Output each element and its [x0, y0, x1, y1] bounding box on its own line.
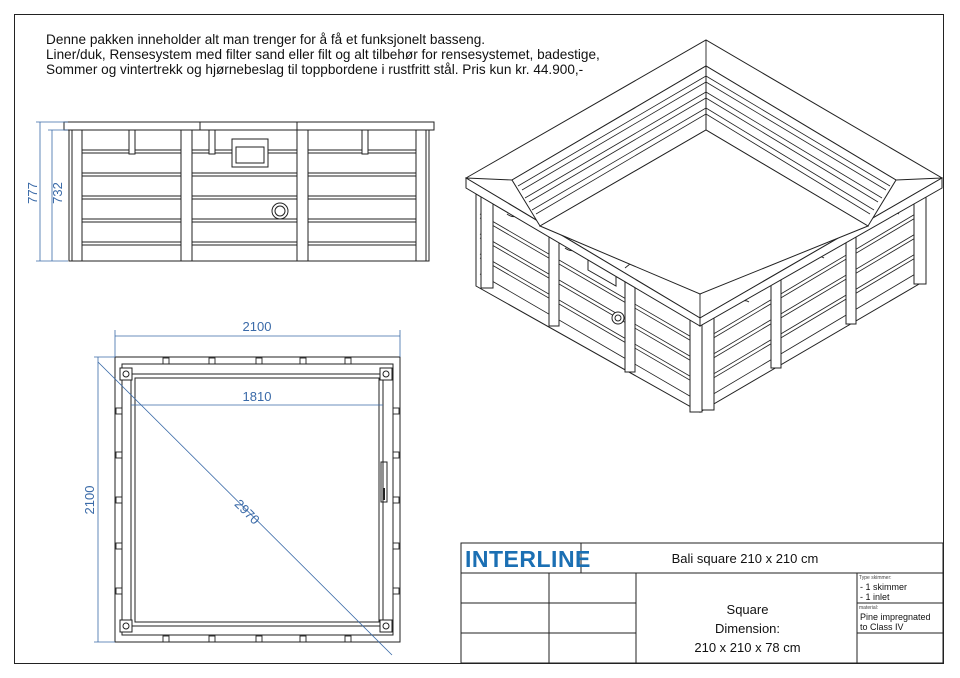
shape-label: Square [726, 602, 769, 617]
intro-line-1: Denne pakken inneholder alt man trenger for å få et funksjonelt basseng. [46, 32, 486, 47]
dim-diagonal: 2970 [231, 496, 263, 528]
isometric-view [466, 40, 942, 412]
interline-logo: INTERLINE [465, 546, 591, 572]
dimension-value: 210 x 210 x 78 cm [694, 640, 801, 655]
skimmer-line-1: - 1 skimmer [860, 582, 907, 592]
skimmer-line-2: - 1 inlet [860, 592, 890, 602]
material-caption: material: [859, 605, 879, 611]
intro-line-2: Liner/duk, Rensesystem med filter sand eller filt og alt tilbehør for rensesystemet, badestige, [46, 47, 600, 62]
dim-outer-depth: 2100 [82, 485, 97, 515]
product-title: Bali square 210 x 210 cm [671, 551, 819, 566]
intro-line-3: Sommer og vintertrekk og hjørnebeslag til toppbordene i rustfritt stål. Pris kun kr. 44.900,- [46, 62, 584, 77]
front-elevation [64, 122, 434, 261]
dim-height-total: 777 [25, 182, 40, 204]
dim-height-wall: 732 [50, 182, 65, 204]
dim-inner-width: 1810 [242, 389, 272, 404]
dimension-label: Dimension: [714, 621, 781, 636]
dim-outer-width: 2100 [242, 319, 272, 334]
material-line-2: to Class IV [860, 622, 904, 632]
skimmer-caption: Type skimmer: [859, 575, 892, 581]
material-line-1: Pine impregnated [860, 612, 931, 622]
